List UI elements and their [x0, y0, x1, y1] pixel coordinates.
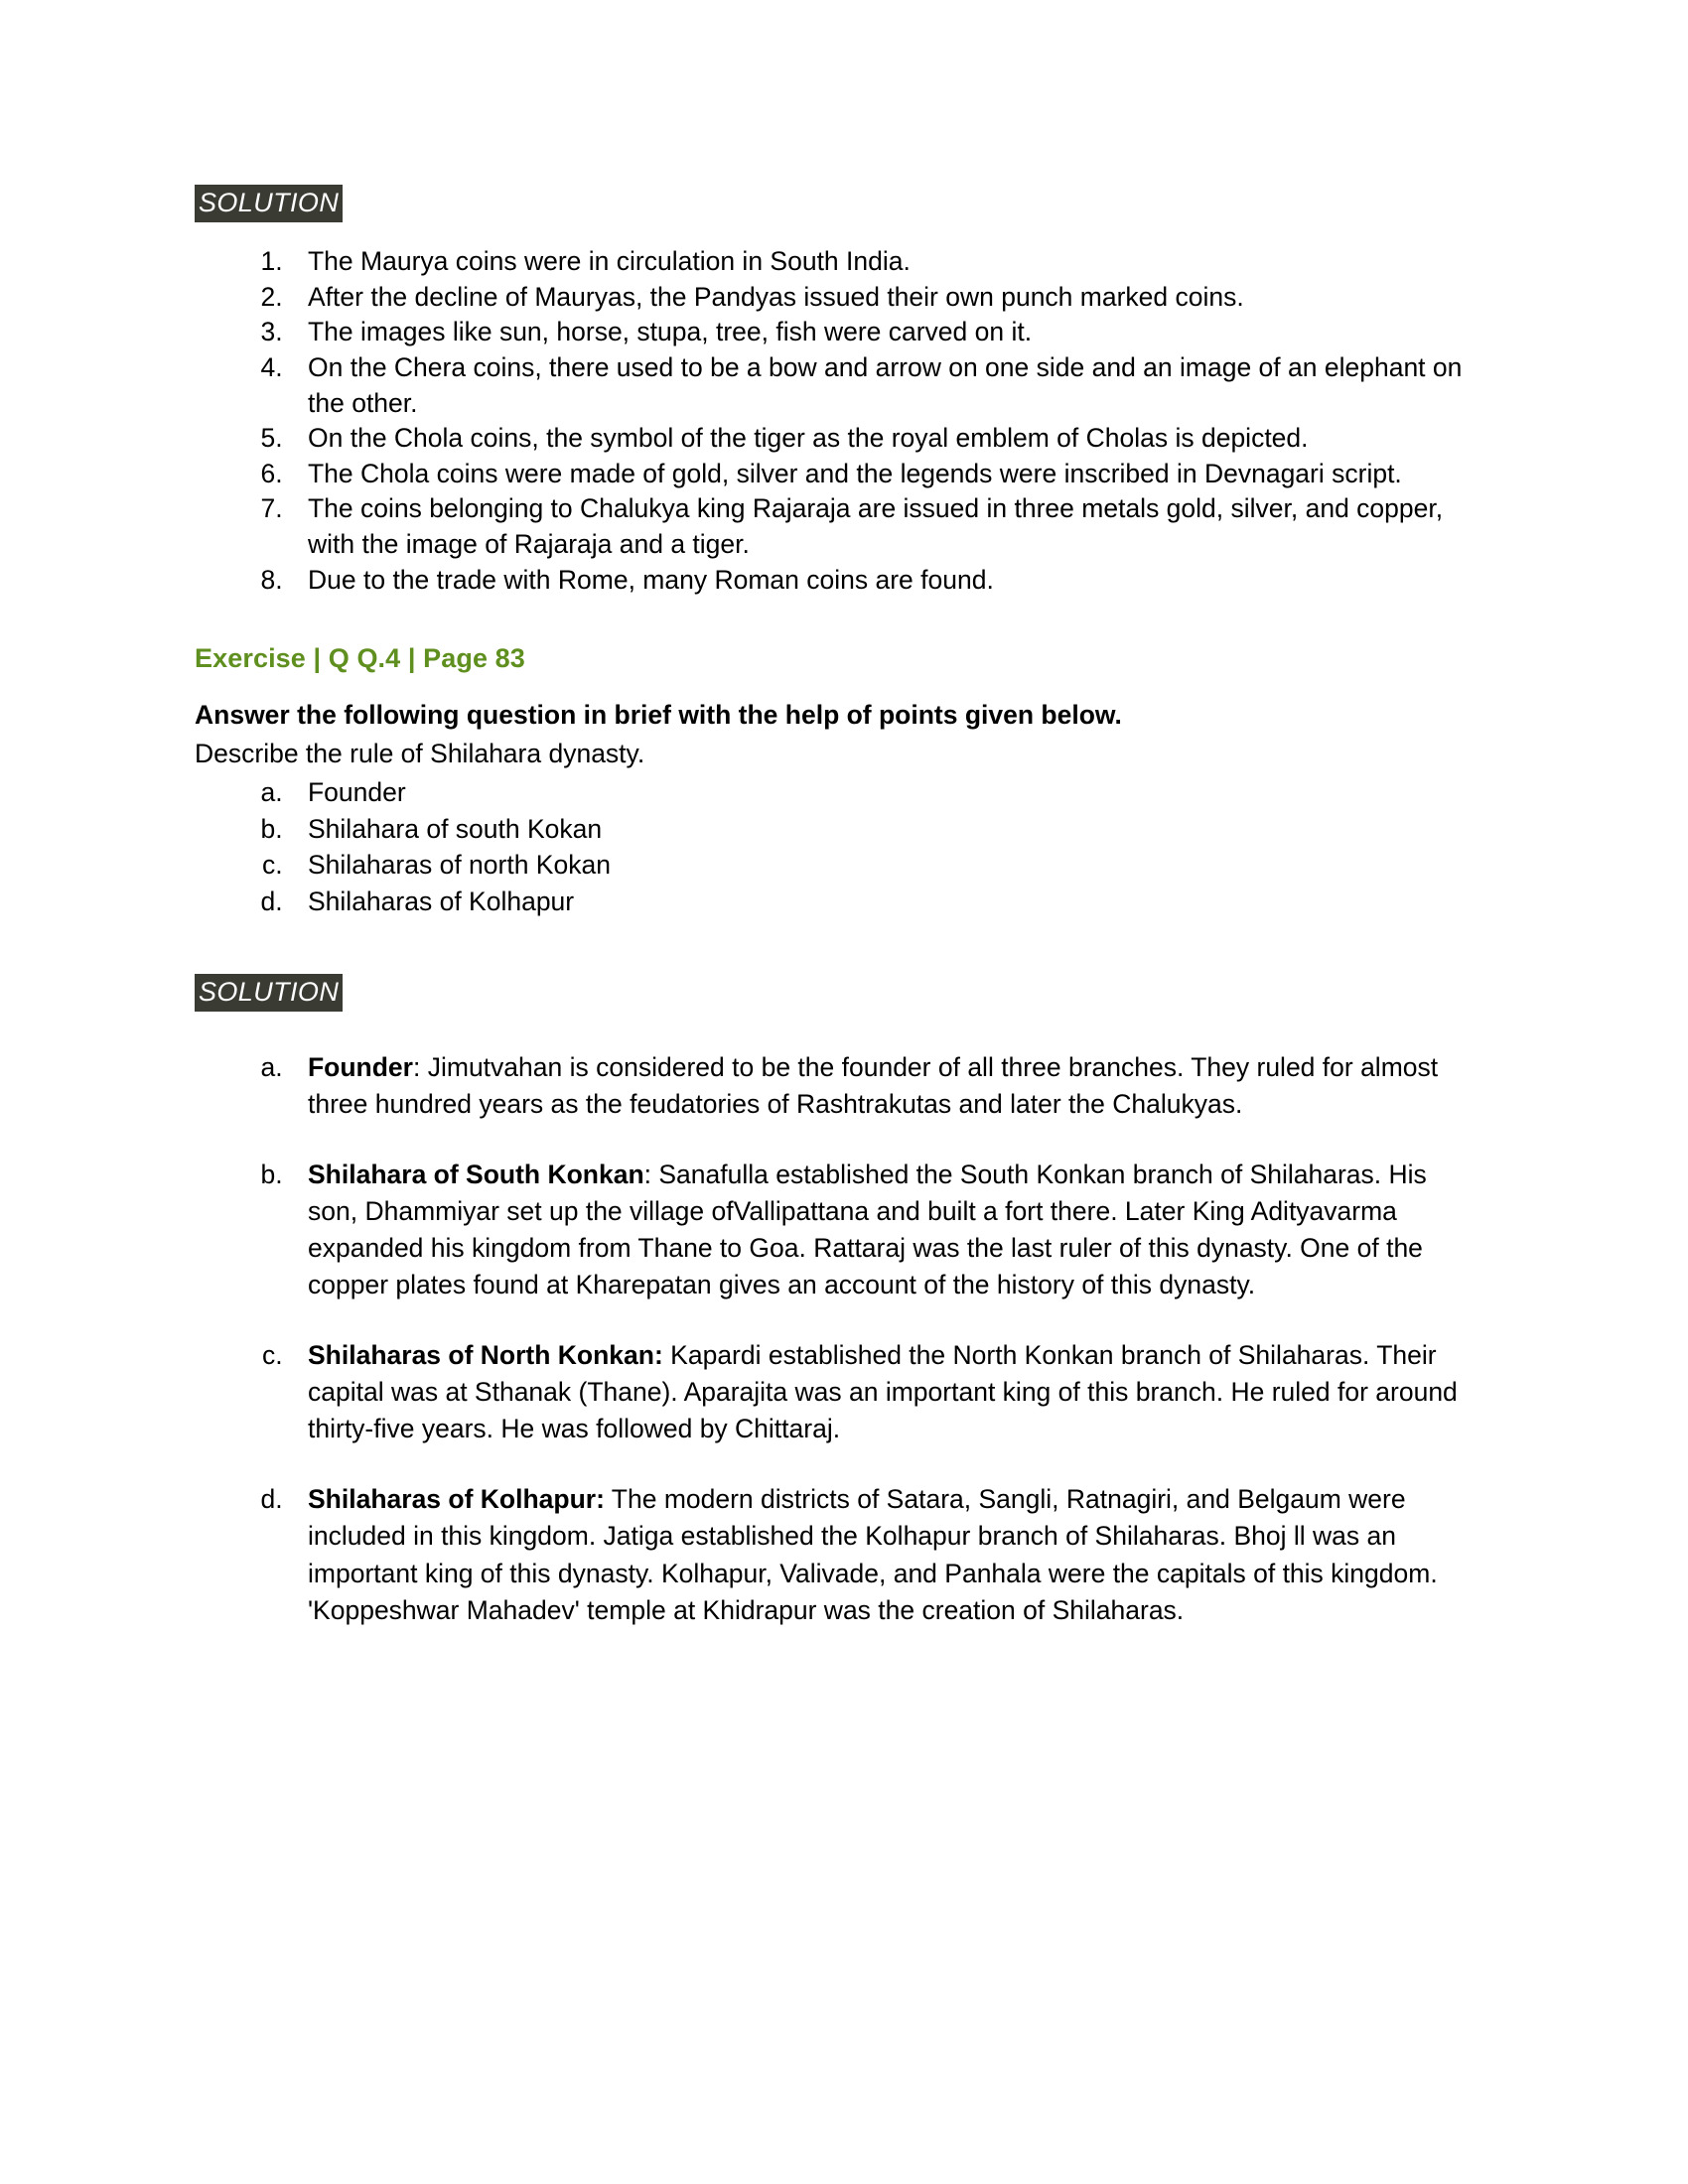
- exercise-heading: Exercise | Q Q.4 | Page 83: [195, 643, 525, 674]
- question-instruction: Answer the following question in brief with the help of points given below.: [195, 700, 1122, 731]
- answer-label: Founder: [308, 1051, 413, 1082]
- list-item: 2. After the decline of Mauryas, the Pandyas issued their own punch marked coins.: [290, 280, 1476, 316]
- list-item: 1. The Maurya coins were in circulation in South India.: [290, 244, 1476, 280]
- list-item: 3. The images like sun, horse, stupa, tree, fish were carved on it.: [290, 315, 1476, 350]
- answer-separator: :: [643, 1159, 659, 1189]
- answer-separator: [605, 1484, 612, 1514]
- list-item: 7. The coins belonging to Chalukya king Rajaraja are issued in three metals gold, silver, and copper, with the image of Rajaraja and a tiger.: [290, 491, 1476, 562]
- solution-badge-2: SOLUTION: [195, 974, 343, 1012]
- answer-separator: :: [413, 1051, 428, 1082]
- list-item: d. Shilaharas of Kolhapur: [290, 884, 1476, 920]
- solution-1-list: [195, 244, 1476, 598]
- list-item: 8. Due to the trade with Rome, many Roman coins are found.: [290, 563, 1476, 599]
- list-item: 6. The Chola coins were made of gold, silver and the legends were inscribed in Devnagari script.: [290, 457, 1476, 492]
- answer-text: The modern districts of Satara, Sangli, Ratnagiri, and Belgaum were included in this kingdom. Jatiga established the Kolhapur branch of Shilaharas. Bhoj ll was an important king of this dynasty. Kolhapur, Valivade, and Panhala were the capitals of this kingdom. 'Koppeshwar Mahadev' temple at Khidrapur was the creation of Shilaharas.: [308, 1484, 1438, 1625]
- list-item: 5. On the Chola coins, the symbol of the tiger as the royal emblem of Cholas is depicted.: [290, 421, 1476, 457]
- solution-badge-1: SOLUTION: [195, 185, 343, 222]
- list-item: [290, 1481, 1476, 1628]
- question-text: Describe the rule of Shilahara dynasty.: [195, 738, 645, 768]
- solution-2-list: [195, 1049, 1476, 1629]
- answer-label: Shilaharas of Kolhapur:: [308, 1484, 605, 1515]
- list-item: [290, 1049, 1476, 1123]
- list-item: a. Founder: [290, 774, 1476, 811]
- answer-label: Shilaharas of North Konkan:: [308, 1340, 663, 1371]
- spacer: [195, 920, 1476, 974]
- answer-text: Jimutvahan is considered to be the founder of all three branches. They ruled for almost three hundred years as the feudatories of Rashtrakutas and later the Chalukyas.: [308, 1051, 1439, 1119]
- document-content: [195, 185, 1476, 1629]
- list-item: b. Shilahara of south Kokan: [290, 811, 1476, 848]
- list-item: 4. On the Chera coins, there used to be a bow and arrow on one side and an image of an elephant on the other.: [290, 350, 1476, 421]
- list-item: c. Shilaharas of north Kokan: [290, 847, 1476, 884]
- question-points-list: [195, 774, 1476, 919]
- list-item: [290, 1157, 1476, 1303]
- answer-label: Shilahara of South Konkan: [308, 1159, 644, 1189]
- answer-text: Kapardi established the North Konkan branch of Shilaharas. Their capital was at Sthanak (Thane). Aparajita was an important king of this branch. He ruled for around thirty-five years. He was followed by Chittaraj.: [308, 1340, 1458, 1444]
- answer-text: Sanafulla established the South Konkan branch of Shilaharas. His son, Dhammiyar set up the village ofVallipattana and built a fort there. Later King Adityavarma expanded his kingdom from Thane to Goa. Rattaraj was the last ruler of this dynasty. One of the copper plates found at Kharepatan gives an account of the history of this dynasty.: [308, 1159, 1427, 1299]
- list-item: [290, 1337, 1476, 1447]
